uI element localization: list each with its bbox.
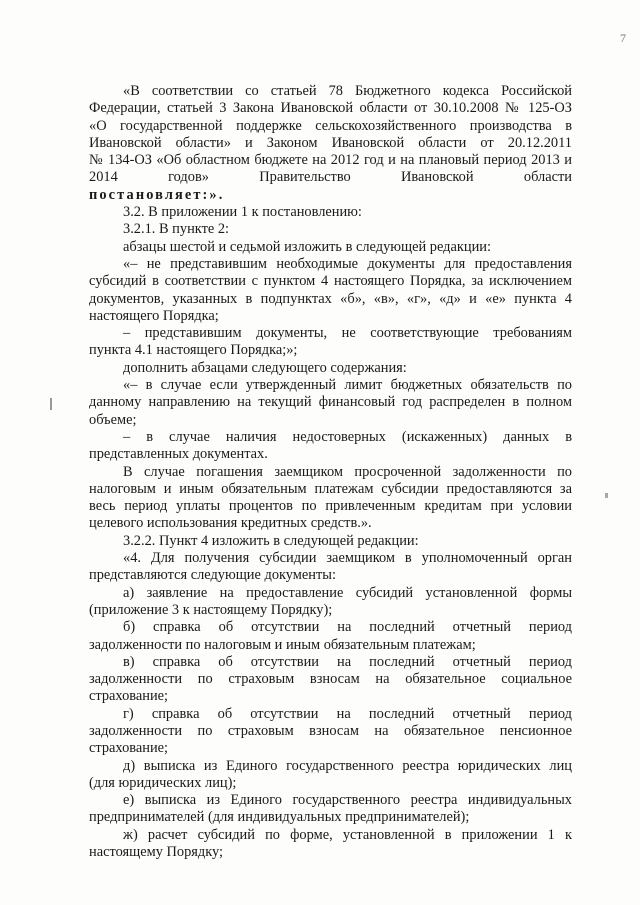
text-line: весь период уплаты процентов по привлеченным кредитам при условии [89, 498, 572, 515]
text-line: г) справка об отсутствии на последний отчетный период [123, 705, 572, 722]
document-body [89, 83, 572, 861]
text-line: объеме; [89, 411, 137, 428]
text-line: «В соответствии со статьей 78 Бюджетного кодекса Российской [123, 83, 572, 99]
text-line: 3.2.2. Пункт 4 изложить в следующей редакции: [123, 532, 419, 549]
text-line: д) выписка из Единого государственного реестра юридических лиц [123, 757, 572, 774]
scan-margin-mark [605, 493, 608, 498]
text-line: настоящему Порядку; [89, 844, 223, 861]
text-line: Федерации, статьей 3 Закона Ивановской области от 30.10.2008 № 125-ОЗ [89, 100, 572, 117]
text-line: 3.2. В приложении 1 к постановлению: [123, 204, 362, 221]
text-line: В случае погашения заемщиком просроченной задолженности по [123, 463, 572, 480]
text-line: 2014 годов» Правительство Ивановской области [89, 169, 572, 186]
text-line: (приложение 3 к настоящему Порядку); [89, 601, 333, 618]
text-line: а) заявление на предоставление субсидий установленной формы [123, 584, 572, 601]
text-line: представленных документах. [89, 446, 268, 463]
text-line: данному направлению на текущий финансовый год распределен в полном [89, 394, 572, 411]
text-line: настоящего Порядка; [89, 307, 219, 324]
text-line: «4. Для получения субсидии заемщиком в уполномоченный орган [123, 550, 572, 567]
text-line: задолженности по страховым взносам на обязательное пенсионное [89, 722, 572, 739]
text-line: абзацы шестой и седьмой изложить в следующей редакции: [123, 238, 491, 255]
text-line: налоговым и иным обязательным платежам субсидии предоставляются за [89, 480, 572, 497]
text-line: дополнить абзацами следующего содержания: [123, 359, 407, 376]
scan-margin-mark [50, 398, 52, 410]
text-line: ж) расчет субсидий по форме, установленной в приложении 1 к [123, 826, 572, 843]
text-line: субсидий в соответствии с пунктом 4 настоящего Порядка, за исключением [89, 273, 572, 290]
text-line: е) выписка из Единого государственного реестра индивидуальных [123, 792, 572, 809]
text-line: страхование; [89, 688, 169, 705]
text-line: документов, указанных в подпунктах «б», «в», «г», «д» и «е» пункта 4 [89, 290, 572, 307]
text-line: в) справка об отсутствии на последний отчетный период [123, 653, 572, 670]
text-line: целевого использования кредитных средств.». [89, 515, 372, 532]
text-line: постановляет:». [89, 186, 225, 203]
text-line: «О государственной поддержке сельскохозяйственного производства в [89, 117, 572, 134]
page-number: 7 [620, 31, 626, 45]
text-line: «– не представившим необходимые документы для предоставления [123, 255, 572, 272]
text-line: задолженности по страховым взносам на обязательное социальное [89, 671, 572, 688]
text-line: страхование; [89, 740, 169, 757]
text-line: – в случае наличия недостоверных (искаженных) данных в [123, 428, 572, 445]
text-line: – представившим документы, не соответствующие требованиям [123, 325, 572, 342]
text-line: (для юридических лиц); [89, 774, 237, 791]
text-line: пункта 4.1 настоящего Порядка;»; [89, 342, 298, 359]
text-line: № 134-ОЗ «Об областном бюджете на 2012 год и на плановый период 2013 и [89, 152, 572, 169]
text-line: представляются следующие документы: [89, 567, 336, 584]
text-line: задолженности по налоговым и иным обязательным платежам; [89, 636, 476, 653]
text-line: «– в случае если утвержденный лимит бюджетных обязательств по [123, 377, 572, 394]
text-line: б) справка об отсутствии на последний отчетный период [123, 619, 572, 636]
text-line: предпринимателей (для индивидуальных предпринимателей); [89, 809, 470, 826]
text-line: 3.2.1. В пункте 2: [123, 221, 230, 238]
text-line: Ивановской области» и Законом Ивановской области от 20.12.2011 [89, 134, 572, 151]
